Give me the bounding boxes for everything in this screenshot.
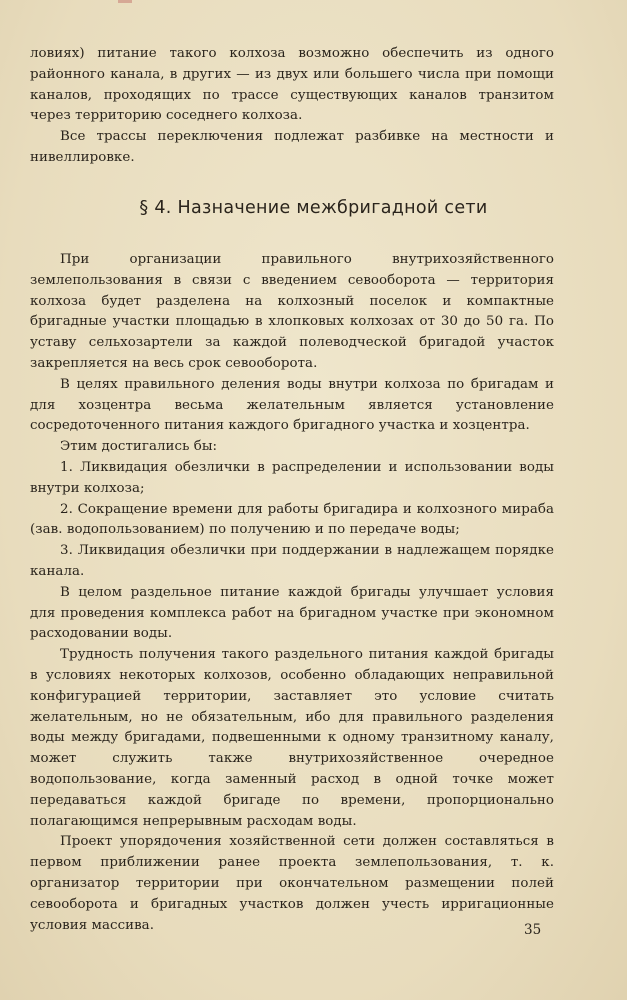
list-item: 1. Ликвидация обезлички в распределении и использовании воды внутри колхоза; <box>30 459 554 496</box>
list-item: 2. Сокращение времени для работы бригадира и колхозного мираба (зав. водопользованием) по получению и по передаче воды; <box>30 501 554 538</box>
paragraph: При организации правильного внутрихозяйственного землепользования в связи с введением севооборота — территория колхоза будет разделена на колхозный поселок и компактные бригадные участки площадью в хлопковых колхозах от 30 до 50 га. По уставу сельхозартели за каждой полеводческой бригадой участок закрепляется на весь срок севооборота. <box>30 252 554 371</box>
paragraph: Проект упорядочения хозяйственной сети должен составляться в первом приближении ранее проекта землепользования, т. к. организатор территории при окончательном размещении полей севооборота и бригадных участков должен учесть ирригационные условия массива. <box>30 834 554 933</box>
paragraph: В целях правильного деления воды внутри колхоза по бригадам и для хозцентра весьма желательным является установление сосредоточенного питания каждого бригадного участка и хозцентра. <box>30 376 554 434</box>
paragraph-continuation: ловиях) питание такого колхоза возможно обеспечить из одного районного канала, в других — из двух или большего числа при помощи каналов, проходящих по трассе существующих каналов транзитом через территорию соседнего колхоза. <box>30 46 554 124</box>
ink-mark <box>118 0 132 3</box>
paragraph: Трудность получения такого раздельного питания каждой бригады в условиях некоторых колхозов, особенно обладающих неправильной конфигурацией территории, заставляет это условие считать желательным, но не обязательным, ибо для правильного разделения воды между бригадами, подвешенными к одному транзитному каналу, может служить также внутрихозяйственное очередное водопользование, когда заменный расход в одной точке может передаваться каждой бригаде по времени, пропорционально полагающимся непрерывным расходам воды. <box>30 647 554 829</box>
paragraph: Все трассы переключения подлежат разбивке на местности и нивеллировке. <box>30 129 554 165</box>
section-heading: § 4. Назначение межбригадной сети <box>139 198 488 218</box>
page-number: 35 <box>524 922 542 938</box>
paragraph: В целом раздельное питание каждой бригады улучшает условия для проведения комплекса работ на бригадном участке при экономном расходовании воды. <box>30 584 554 642</box>
top-text-block <box>30 44 554 169</box>
list-item: 3. Ликвидация обезлички при поддержании в надлежащем порядке канала. <box>30 543 554 579</box>
main-text-block <box>30 250 554 936</box>
paragraph: Этим достигались бы: <box>60 439 218 455</box>
